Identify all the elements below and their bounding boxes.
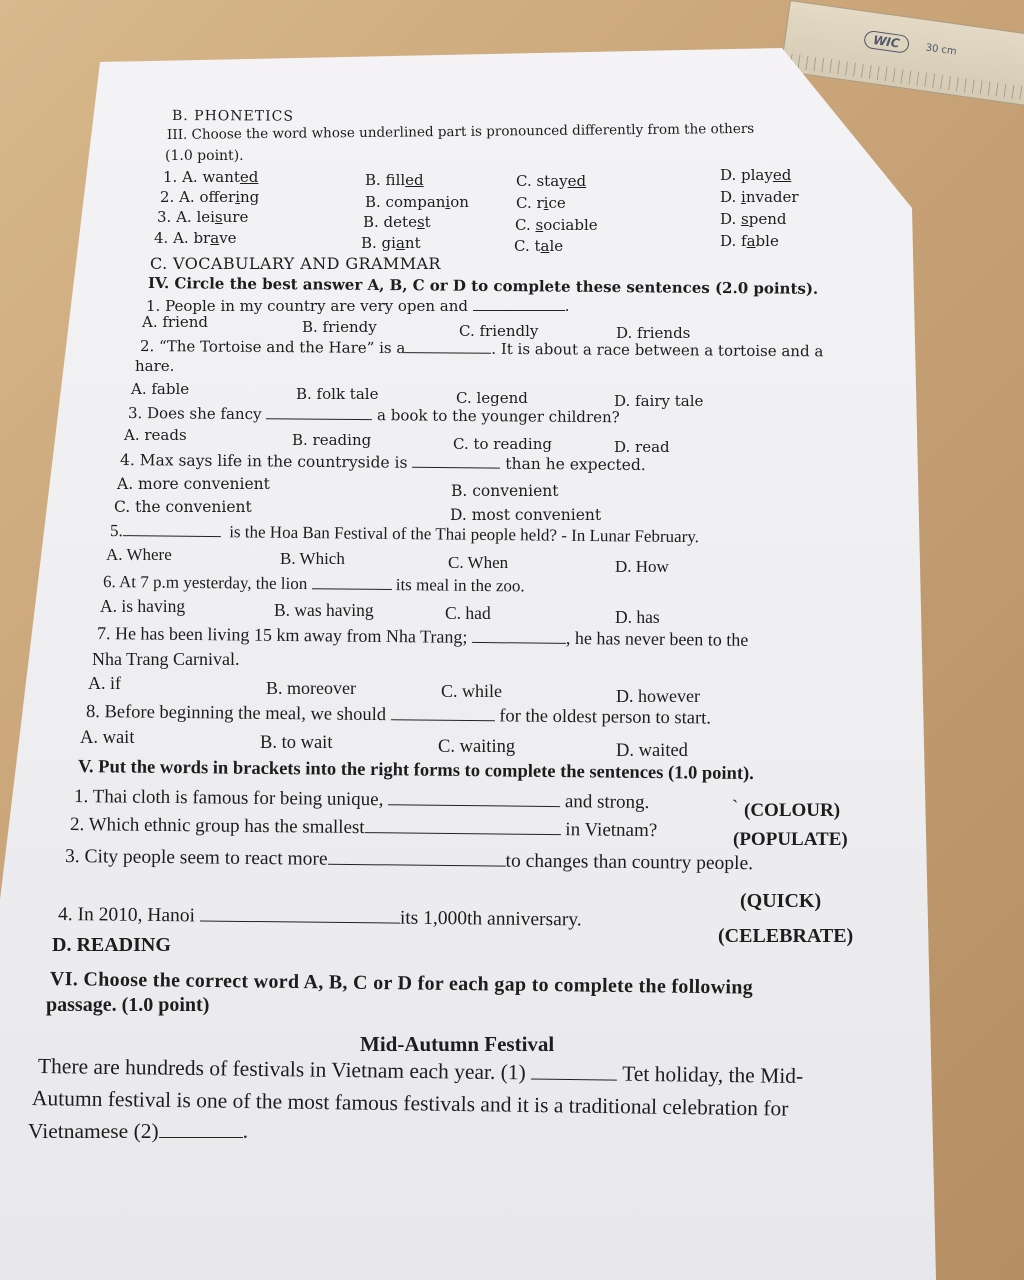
answer-option: B. friendy (302, 318, 377, 336)
answer-option: D. most convenient (450, 506, 602, 524)
answer-option: A. is having (100, 596, 186, 616)
section-heading-phonetics: B. PHONETICS (171, 108, 294, 125)
instruction-vocab: IV. Circle the best answer A, B, C or D to complete these sentences (2.0 points). (147, 274, 819, 298)
passage-line-1: There are hundreds of festivals in Vietnam each year. (1) Tet holiday, the Mid- (37, 1054, 804, 1089)
question-1: 1. People in my country are very open and . (146, 297, 570, 315)
passage-line-3: Vietnamese (2) . (28, 1119, 249, 1143)
answer-option: D. read (614, 438, 670, 456)
phonetics-option: C. rice (516, 194, 566, 212)
answer-option: D. has (615, 607, 660, 627)
phonetics-option: D. fable (720, 232, 779, 250)
word-form-key: (CELEBRATE) (718, 925, 854, 947)
question-7-continued: Nha Trang Carnival. (92, 649, 240, 669)
answer-option: D. however (616, 686, 700, 706)
answer-option: C. friendly (459, 322, 539, 340)
word-form-mark: ` (732, 797, 739, 818)
word-form-question-4: 4. In 2010, Hanoi its 1,000th anniversary. (57, 904, 582, 931)
word-form-question-3: 3. City people seem to react more to changes than country people. (64, 846, 754, 875)
phonetics-option: D. spend (720, 210, 787, 228)
answer-option: C. legend (456, 389, 528, 407)
question-2: 2. “The Tortoise and the Hare” is a . It is about a race between a tortoise and a (139, 337, 824, 361)
answer-option: A. if (88, 673, 121, 693)
answer-option: C. to reading (453, 435, 552, 453)
ruler-brand: WIC (863, 30, 910, 54)
passage-line-2: Autumn festival is one of the most famous festivals and it is a traditional celebration for (31, 1086, 789, 1121)
answer-option: B. Which (280, 549, 345, 568)
word-form-key: (QUICK) (740, 890, 822, 912)
instruction-phonetics-points: (1.0 point). (165, 148, 244, 164)
answer-option: B. convenient (451, 482, 559, 500)
phonetics-option: C. stayed (516, 172, 587, 190)
phonetics-option: B. filled (365, 171, 424, 189)
instruction-word-form: V. Put the words in brackets into the right forms to complete the sentences (1.0 point). (77, 757, 754, 785)
answer-option: A. friend (142, 313, 209, 331)
answer-option: D. friends (616, 324, 691, 342)
phonetics-option: C. sociable (515, 216, 598, 234)
answer-option: C. while (441, 681, 502, 701)
answer-option: C. the convenient (114, 498, 252, 516)
phonetics-option: 2. A. offering (160, 188, 260, 206)
answer-option: B. moreover (266, 678, 356, 698)
answer-option: A. reads (124, 426, 187, 444)
answer-option: D. How (615, 557, 669, 576)
answer-option: B. folk tale (296, 385, 379, 403)
question-5: 5. is the Hoa Ban Festival of the Thai people held? - In Lunar February. (109, 521, 700, 547)
phonetics-option: B. giant (361, 234, 421, 252)
word-form-question-1: 1. Thai cloth is famous for being unique, and strong. (73, 786, 650, 814)
question-2-continued: hare. (135, 357, 175, 375)
answer-option: B. reading (292, 431, 372, 449)
phonetics-option: 1. A. wanted (163, 168, 259, 186)
word-form-key: (POPULATE) (733, 829, 848, 850)
passage-title: Mid-Autumn Festival (360, 1032, 555, 1056)
word-form-key: (COLOUR) (744, 800, 841, 821)
section-heading-vocab: C. VOCABULARY AND GRAMMAR (150, 254, 441, 273)
phonetics-option: C. tale (514, 237, 564, 255)
phonetics-option: 3. A. leisure (157, 208, 249, 226)
answer-option: A. more convenient (117, 475, 270, 493)
question-4: 4. Max says life in the countryside is than he expected. (119, 451, 646, 475)
answer-option: D. waited (616, 741, 688, 761)
question-6: 6. At 7 p.m yesterday, the lion its meal in the zoo. (102, 572, 525, 596)
phonetics-option: D. played (720, 166, 792, 184)
answer-option: B. was having (274, 600, 374, 620)
question-7: 7. He has been living 15 km away from Nha Trang; , he has never been to the (96, 623, 749, 650)
answer-option: A. wait (80, 728, 135, 748)
instruction-phonetics: III. Choose the word whose underlined part is pronounced differently from the others (166, 120, 755, 143)
phonetics-option: B. detest (363, 213, 431, 231)
answer-option: C. When (448, 553, 509, 572)
question-3: 3. Does she fancy a book to the younger children? (127, 404, 620, 427)
answer-option: A. Where (106, 545, 172, 564)
answer-option: D. fairy tale (614, 392, 704, 410)
answer-option: A. fable (131, 380, 190, 398)
answer-option: C. had (445, 603, 491, 623)
section-heading-reading: D. READING (52, 934, 171, 956)
phonetics-option: 4. A. brave (154, 229, 237, 247)
question-8: 8. Before beginning the meal, we should for the oldest person to start. (85, 702, 712, 729)
instruction-reading: VI. Choose the correct word A, B, C or D for each gap to complete the following (49, 968, 754, 999)
answer-option: B. to wait (260, 733, 333, 753)
instruction-reading-points: passage. (1.0 point) (46, 994, 210, 1016)
phonetics-option: B. companion (365, 193, 469, 211)
phonetics-option: D. invader (720, 188, 799, 206)
word-form-question-2: 2. Which ethnic group has the smallest in Vietnam? (69, 814, 658, 842)
answer-option: C. waiting (438, 737, 516, 757)
ruler-unit: 30 cm (924, 42, 958, 58)
